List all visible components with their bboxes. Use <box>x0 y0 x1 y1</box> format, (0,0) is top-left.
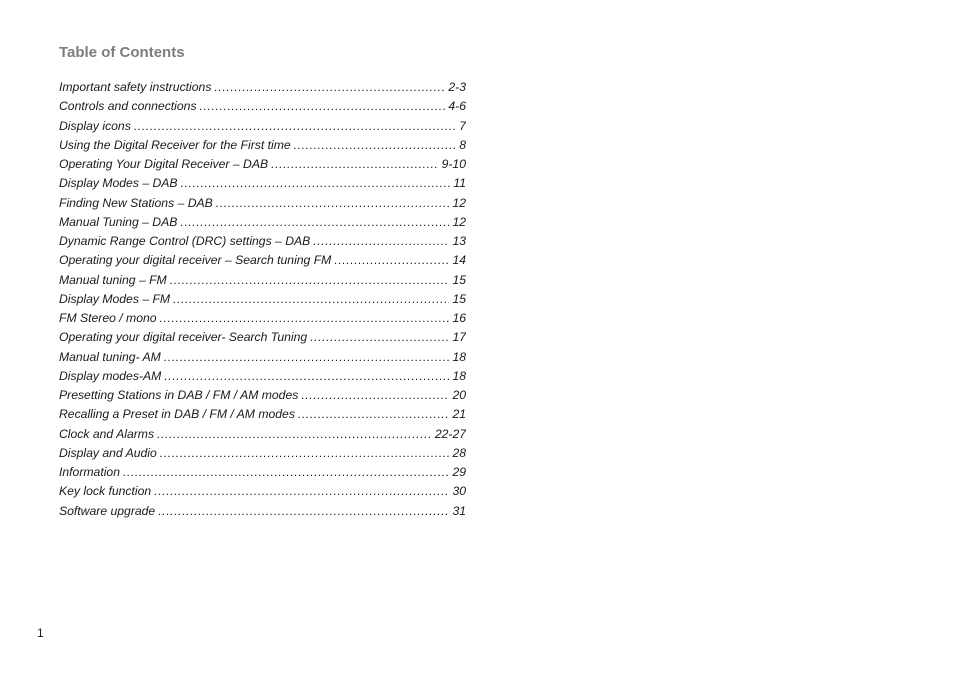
toc-entry-text: Operating your digital receiver- Search Tuning <box>59 330 308 345</box>
toc-dot-leader <box>214 80 445 94</box>
toc-entry-text: Display modes-AM <box>59 368 162 383</box>
toc-entry-text: Operating Your Digital Receiver – DAB <box>59 157 269 171</box>
toc-entry <box>59 484 466 503</box>
toc-entry-page: 28 <box>452 445 466 460</box>
toc-entry-page: 12 <box>452 195 466 210</box>
toc-entry <box>59 388 466 407</box>
toc-entry <box>59 407 466 426</box>
toc-entry-page: 11 <box>453 176 466 191</box>
toc-entry-page: 18 <box>452 349 466 364</box>
toc-entry <box>59 234 466 253</box>
toc-entry-text: Information <box>59 465 120 479</box>
toc-entry-text: Operating your digital receiver – Search tuning FM <box>59 253 332 268</box>
toc-dot-leader <box>200 99 446 113</box>
toc-entry-text: Controls and connections <box>59 99 197 114</box>
toc-dot-leader <box>313 234 449 248</box>
toc-entry <box>59 196 466 215</box>
toc-entry-page: 13 <box>452 234 466 248</box>
toc-entry-text: Key lock function <box>59 484 152 499</box>
toc-entry-text: Display Modes – FM <box>59 291 171 306</box>
toc-entry-page: 7 <box>459 118 466 133</box>
toc-dot-leader <box>158 504 449 518</box>
page-number: 1 <box>37 626 44 640</box>
toc-entry <box>59 330 466 349</box>
toc-dot-leader <box>170 273 450 287</box>
toc-entry-text: Manual Tuning – DAB <box>59 214 178 229</box>
toc-entry <box>59 369 466 388</box>
toc-entry-page: 2-3 <box>448 80 466 94</box>
toc-entry-page: 16 <box>452 311 466 325</box>
toc-entry-page: 8 <box>459 137 466 152</box>
toc-dot-leader <box>216 196 450 210</box>
toc-entry <box>59 446 466 465</box>
toc-dot-leader <box>173 292 449 306</box>
toc-entry <box>59 253 466 272</box>
toc-entry-text: Manual tuning – FM <box>59 272 167 287</box>
toc-entry <box>59 427 466 446</box>
toc-entry-page: 17 <box>452 330 466 345</box>
toc-dot-leader <box>310 330 449 344</box>
toc-entry-text: Display Modes – DAB <box>59 176 178 191</box>
toc-entry-text: Software upgrade <box>59 503 156 518</box>
page-title: Table of Contents <box>59 44 185 61</box>
toc-entry <box>59 292 466 311</box>
toc-dot-leader <box>181 176 451 190</box>
toc-entry-page: 12 <box>452 214 466 229</box>
toc-entry-text: FM Stereo / mono <box>59 311 157 325</box>
toc-entry-text: Dynamic Range Control (DRC) settings – DAB <box>59 234 311 248</box>
toc-entry-page: 21 <box>452 407 466 422</box>
toc-entry <box>59 465 466 484</box>
toc-entry-text: Important safety instructions <box>59 80 212 94</box>
toc-entry-page: 29 <box>452 465 466 479</box>
toc-entry-page: 18 <box>452 368 466 383</box>
toc-entry-page: 20 <box>452 388 466 402</box>
toc-entry <box>59 119 466 138</box>
toc-entry <box>59 273 466 292</box>
toc-entry-page: 14 <box>452 253 466 268</box>
toc-entry <box>59 138 466 157</box>
toc-entry <box>59 99 466 118</box>
toc-entry-page: 15 <box>452 272 466 287</box>
toc-entry <box>59 176 466 195</box>
toc-entry-page: 4-6 <box>448 99 466 114</box>
toc-list <box>59 80 466 523</box>
toc-dot-leader <box>134 119 456 133</box>
toc-entry-text: Display and Audio <box>59 445 157 460</box>
toc-dot-leader <box>157 427 432 441</box>
toc-dot-leader <box>271 157 438 171</box>
toc-entry-page: 30 <box>452 484 466 499</box>
toc-dot-leader <box>160 311 450 325</box>
toc-entry <box>59 311 466 330</box>
toc-dot-leader <box>334 253 449 267</box>
toc-dot-leader <box>154 484 449 498</box>
toc-entry <box>59 504 466 523</box>
toc-dot-leader <box>298 407 450 421</box>
toc-dot-leader <box>164 369 449 383</box>
toc-entry <box>59 157 466 176</box>
toc-entry-text: Recalling a Preset in DAB / FM / AM modes <box>59 407 295 422</box>
toc-dot-leader <box>180 215 449 229</box>
toc-entry <box>59 215 466 234</box>
toc-entry <box>59 350 466 369</box>
toc-entry-text: Using the Digital Receiver for the First time <box>59 137 291 152</box>
toc-entry-page: 15 <box>452 291 466 306</box>
toc-dot-leader <box>164 350 450 364</box>
toc-entry <box>59 80 466 99</box>
toc-dot-leader <box>160 446 450 460</box>
toc-entry-text: Clock and Alarms <box>59 426 155 441</box>
toc-dot-leader <box>294 138 457 152</box>
toc-entry-text: Finding New Stations – DAB <box>59 195 213 210</box>
toc-entry-page: 9-10 <box>441 157 466 171</box>
toc-entry-text: Presetting Stations in DAB / FM / AM modes <box>59 388 299 402</box>
toc-dot-leader <box>301 388 449 402</box>
toc-entry-page: 22-27 <box>434 426 466 441</box>
toc-entry-page: 31 <box>452 503 466 518</box>
toc-entry-text: Display icons <box>59 118 131 133</box>
toc-dot-leader <box>123 465 449 479</box>
toc-entry-text: Manual tuning- AM <box>59 349 161 364</box>
